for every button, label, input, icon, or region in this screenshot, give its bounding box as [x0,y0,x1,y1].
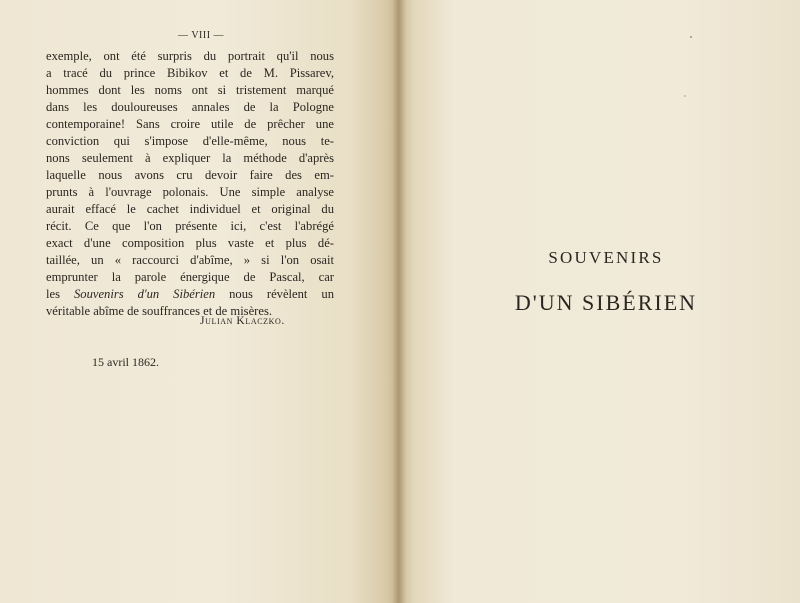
text-line: exact d'une composition plus vaste et plus dé- [46,236,334,250]
text-line: hommes dont les noms ont si tristement marqué [46,83,334,97]
text-line: exemple, ont été surpris du portrait qu'il nous [46,49,334,63]
text-line: emprunter la parole énergique de Pascal, car [46,270,334,284]
title-line-2: D'UN SIBÉRIEN [514,290,698,315]
text-line: nons seulement à expliquer la méthode d'après [46,151,334,165]
text-line: laquelle nous avons cru devoir faire des em- [46,168,334,182]
preface-date: 15 avril 1862. [92,355,159,369]
text-line: conviction qui s'impose d'elle-même, nous te- [46,134,334,148]
paper-speck [690,36,692,38]
text-line-with-title [46,286,334,303]
page-number: — VIII — [178,30,225,41]
book-gutter [392,0,406,603]
text-fragment: les [46,287,74,301]
right-page [398,0,800,603]
author-signature: Julian Klaczko. [200,315,285,327]
text-line: véritable abîme de souffrances et de misères. [46,304,273,318]
text-fragment: nous révèlent un [215,287,334,301]
paper-speck [684,95,686,97]
text-line: a tracé du prince Bibikov et de M. Pissarev, [46,66,334,80]
title-line-1: SOUVENIRS [548,248,664,267]
text-line: dans les douloureuses annales de la Pologne [46,100,334,114]
text-line: prunts à l'ouvrage polonais. Une simple analyse [46,185,334,199]
book-title-italic: Souvenirs d'un Sibérien [73,287,216,301]
text-line: contemporaine! Sans croire utile de prêcher une [46,117,334,131]
text-line: récit. Ce que l'on présente ici, c'est l'abrégé [46,219,334,233]
preface-text [46,48,334,320]
left-page [0,0,398,603]
text-line: taillée, un « raccourci d'abîme, » si l'on osait [46,253,334,267]
text-line: aurait effacé le cachet individuel et original du [46,202,334,216]
